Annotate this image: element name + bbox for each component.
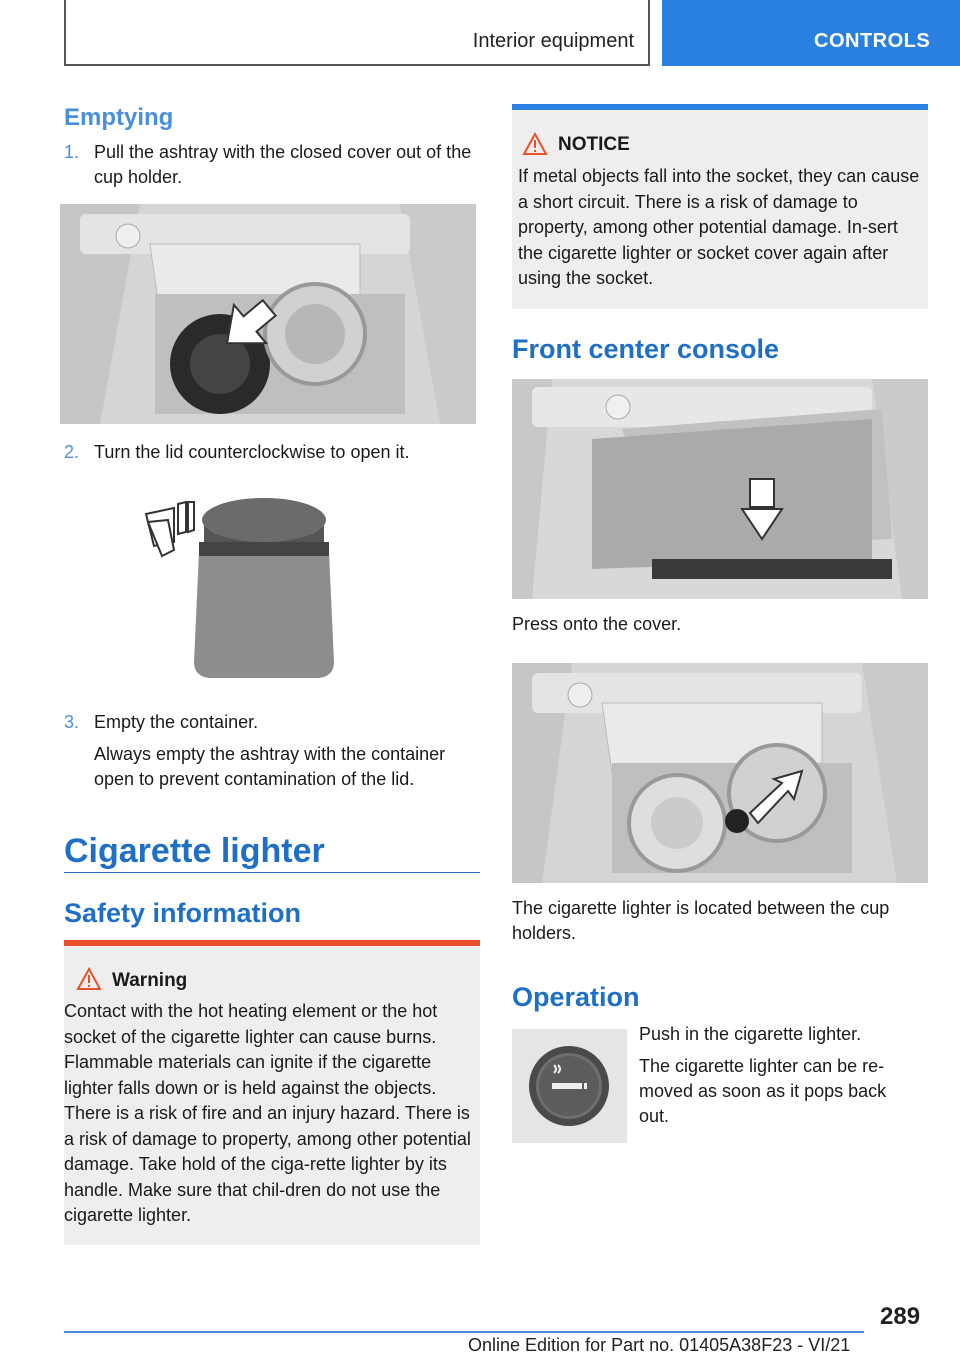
footer-rule <box>64 1331 864 1333</box>
step-text: Turn the lid counterclockwise to open it. <box>94 442 410 462</box>
ashtray-container-illustration <box>144 492 424 682</box>
warning-bar <box>64 940 480 946</box>
notice-bar <box>512 104 928 110</box>
section-tab <box>64 0 650 66</box>
step-1 <box>64 140 480 190</box>
page-number: 289 <box>880 1303 921 1330</box>
chapter-tab <box>662 0 960 66</box>
safety-information-heading: Safety information <box>64 898 302 928</box>
step-number: 1. <box>64 142 80 162</box>
console-caption-2: The cigarette lighter is located between the cup holders. <box>512 898 890 943</box>
emptying-heading: Emptying <box>64 104 174 131</box>
chapter-title: CONTROLS <box>814 30 931 52</box>
step-3 <box>64 710 480 735</box>
operation-heading: Operation <box>512 982 640 1012</box>
step-text: Empty the container. <box>94 712 259 732</box>
step-text: Pull the ashtray with the closed cover out of the cup holder. <box>94 142 472 187</box>
notice-label: NOTICE <box>558 134 630 155</box>
ashtray-in-cupholder-photo <box>60 204 476 424</box>
operation-line-1: Push in the cigarette lighter. <box>639 1024 862 1044</box>
notice-text: If metal objects fall into the socket, they can cause a short circuit. There is a risk of damage to property, among other potential damage. In-sert the cigarette lighter or socket cover again after using the socket. <box>518 166 920 288</box>
console-cover-photo <box>512 379 928 599</box>
warning-icon <box>522 132 548 161</box>
lighter-location-photo <box>512 663 928 883</box>
step-2 <box>64 440 480 465</box>
notice-box <box>512 104 928 309</box>
step-3-note: Always empty the ashtray with the container open to prevent contamination of the lid. <box>94 744 446 789</box>
cigarette-lighter-heading: Cigarette lighter <box>64 832 325 870</box>
warning-label: Warning <box>112 970 188 991</box>
section-title: Interior equipment <box>472 30 634 52</box>
heading-rule <box>64 872 480 873</box>
warning-icon <box>76 967 102 996</box>
console-caption-1: Press onto the cover. <box>512 614 682 634</box>
step-number: 3. <box>64 712 80 732</box>
warning-box <box>64 940 480 1245</box>
step-number: 2. <box>64 442 80 462</box>
edition-text: Online Edition for Part no. 01405A38F23 - VI/21 <box>468 1335 851 1355</box>
front-center-console-heading: Front center console <box>512 334 780 364</box>
warning-text: Contact with the hot heating element or the hot socket of the cigarette lighter can cause burns. Flammable materials can ignite if the cigarette lighter falls down or is held against the objects. There is a risk of fire and an injury hazard. There is a risk of damage to property, among other potential damage. Take hold of the ciga-rette lighter by its handle. Make sure that chil-dren do not use the cigarette lighter. <box>64 1001 471 1225</box>
lighter-button-image <box>512 1029 627 1143</box>
operation-line-2: The cigarette lighter can be re-moved as soon as it pops back out. <box>639 1056 887 1126</box>
